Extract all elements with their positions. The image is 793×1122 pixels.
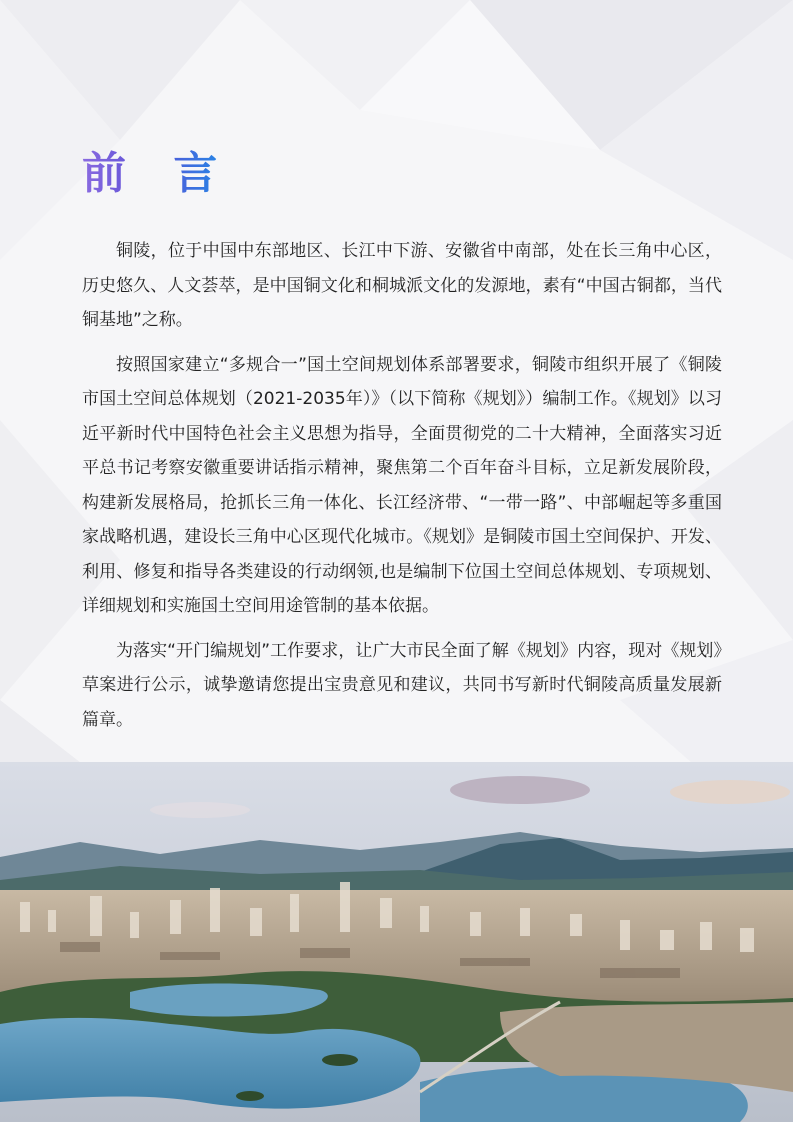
lake <box>0 1018 420 1109</box>
cloud <box>450 776 590 804</box>
island <box>322 1054 358 1066</box>
page-title: 前 言 <box>82 148 234 199</box>
city-aerial-photo <box>0 762 793 1122</box>
paragraph-2: 按照国家建立“多规合一”国土空间规划体系部署要求，铜陵市组织开展了《铜陵市国土空间总体规划（2021-2035年）》（以下简称《规划》）编制工作。《规划》以习近平新时代中国特色社会主义思想为指导，全面贯彻党的二十大精神，全面落实习近平总书记考察安徽重要讲话指示精神，聚焦第二个百年奋斗目标，立足新发展阶段，构建新发展格局，抢抓长三角一体化、长江经济带、“一带一路”、中部崛起等多重国家战略机遇，建设长三角中心区现代化城市。《规划》是铜陵市国土空间保护、开发、利用、修复和指导各类建设的行动纲领,也是编制下位国土空间总体规划、专项规划、详细规划和实施国土空间用途管制的基本依据。 <box>82 354 722 616</box>
island <box>236 1091 264 1101</box>
cloud <box>670 780 790 804</box>
paragraph-1: 铜陵，位于中国中东部地区、长江中下游、安徽省中南部，处在长三角中心区，历史悠久、人文荟萃，是中国铜文化和桐城派文化的发源地，素有“中国古铜都，当代铜基地”之称。 <box>82 241 722 330</box>
preface-body <box>82 234 722 747</box>
cloud <box>150 802 250 818</box>
paragraph-3: 为落实“开门编规划”工作要求，让广大市民全面了解《规划》内容，现对《规划》草案进行公示，诚挚邀请您提出宝贵意见和建议，共同书写新时代铜陵高质量发展新篇章。 <box>82 640 722 730</box>
